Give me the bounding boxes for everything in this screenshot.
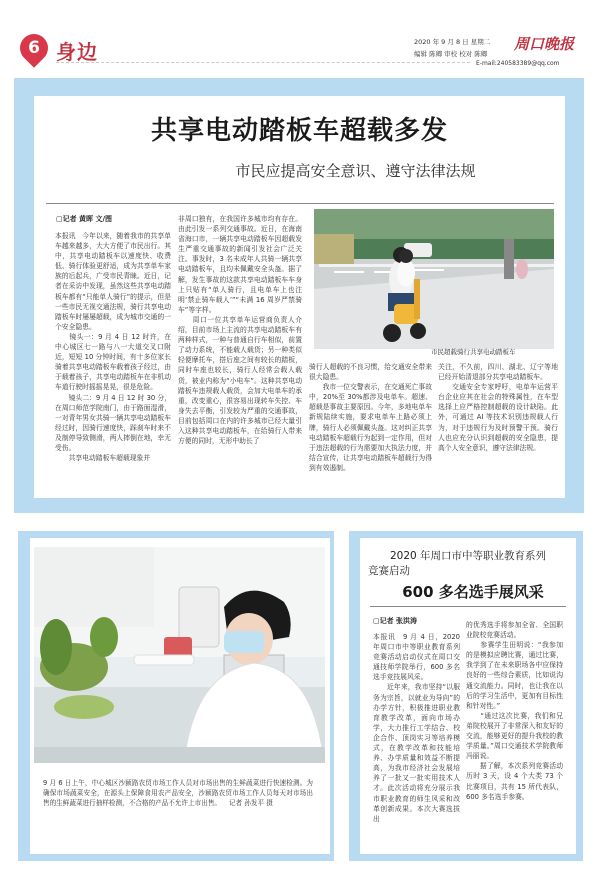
article3-byline: ▢记者 张洪涛 [373,617,418,625]
brand-logo: 周口晚报 [514,35,575,53]
header-date: 2020 年 9 月 8 日 星期二 [414,38,491,46]
article1-column-1: 本报讯 今年以来，随着我市的共享单车越来越多，大大方便了市民出行。其中，共享电动踏板车以速度快、收费低、骑行体验更舒适，成为共享单车家族的后起兵，广受市民青睐。近日，记者在采访中发现，虽然这些共享电动踏板车都有“只能单人骑行”的提示，但是一些市民无视交通法规，骑行共享电动踏板车时屡屡超载，成为城市交通的一个安全隐患。 镜头一：9 月 4 日 12 时许，在中心城区七一路与八一大道交叉口附近，短短 10 分钟时间，有十多位家长骑着共享电动踏板车载着孩子经过，由于载着孩子，共享电动踏板车在非机动车道行驶时摇摇晃晃，很是危险。 镜头二：9 月 4 日 12 时 30 分，在周口师范学院南门，由于路面湿滑，一对青年男女共骑一辆共享电动踏板车经过时，因骑行速度快，踩刹车时来不及制停导致侧滑，两人摔倒在地，幸无受伤。 共享电动踏板车超载现象并 [55,232,171,463]
article3-divider [370,606,566,607]
photo2-caption [43,778,313,808]
header-editors: 编辑 陈卿 审校 校对 陈卿 [414,50,488,58]
article3-column-2: 的优秀选手将参加全省、全国职业院校竞赛活动。 参赛学生田明说：“我参加的是模拟应聘比赛，通过比赛，我学到了在未来职场各中应保持良好的一些综合素质，比如说沟通交流能力。同时，也让我在以后的学习生活中，更加有目标性和针对性。” “通过这次比赛，我们和兄弟院校展开了非常深入和友好的交流，能够更好的提升我校的教学质量。”周口交通技术学院教师冯丽说。 据了解，本次系列竞赛活动历时 3 天，设 4 个大类 73 个比赛项目，共有 15 所代表队，600 多名选手参赛。 [466,621,563,801]
article1-subheadline: 市民应提高安全意识、遵守法律法规 [235,162,476,180]
article1-photo [314,209,554,349]
article1-column-2: 非周口独有，在我国许多城市均有存在。由此引发一系列交通事故。近日，在海南省海口市，一辆共享电动踏板车因超载发生严重交通事故的新闻引发社会广泛关注。事发时，3 名未成年人共骑一辆共享电动踏板车，且均未佩戴安全头盔。据了解，发生事故的这款共享电动踏板车车身上只贴有“单人骑行，且电单车上也注明‘禁止骑车载人’”“未满 16 周岁严禁骑车”等字样。 周口一位共享单车运营商负责人介绍，目前市场上主流的共享电动踏板车有两种样式，一种与普通自行车相似，前置了动力系统，不能载人载货；另一种类似轻便摩托车，搭后座之间有较长的踏板，同时车座也较长，骑行人经常会载人载货，被业内称为“小电车”。这种共享电动踏板车违规载人载货，会加大电单车的承重，改变重心，很容易出现转车失控、车身失去平衡，引发较为严重的交通事故，目前包括周口在内的许多城市已经大量引入这种共享电动踏板车，在给骑行人带来方便的同时，无形中助长了 [178,215,302,446]
article1-headline: 共享电动踏板车超载多发 [150,116,448,146]
article1-divider [46,203,554,204]
article3-title-line2: 竞赛启动 [368,565,410,577]
article3-column-1: 本报讯 9 月 4 日，2020 年周口市中等职业教育系列竞赛活动启动仪式在周口交通技师学院举行，600 多名选手竞技展风采。 近年来，我市坚持“以服务为宗旨，以就业为导向”的办学方针，积极推进职业教育教学改革，面向市场办学，大力推行工学结合、校企合作、顶岗实习等培养模式，在教学改革和技能培养、办学质量和效益不断提高，为我市经济社会发展培养了一批又一批实用技术人才。此次活动将充分展示我市职业教育的师生风采和改革创新成果。本次大赛选拔出 [373,633,460,823]
article1-photo-caption: 市民超载骑行共享电动踏板车 [431,348,516,356]
header-email: E-mail:240583389@qq.com [476,60,560,67]
article1-byline: ▢记者 黄晖 文/图 [56,215,113,223]
photo2-credit: 记者 孙发平 摄 [229,799,273,807]
page-number: 6 [28,38,40,58]
photo2-image [34,547,325,763]
section-title: 身边 [56,40,98,64]
article3-headline: 600 多名选手展风采 [402,583,544,601]
article3-title-line1: 2020 年周口市中等职业教育系列 [389,550,547,562]
article1-column-3: 骑行人超载的不良习惯，给交通安全带来很大隐患。 我市一位交警表示，在交通死亡事故中，20%至 30%都涉及电单车。超速、超载是事故主要原因。今年，多地电单车新规陆续实施，要求电单车上路必须上牌，骑行人必须佩戴头盔。这对纠正共享电动踏板车超载行为起到一定作用，但对于违法超载的行为需要加大执法力度，并结合宣传，让共享电动踏板车超载行为得到有效遏制。 [309,363,432,472]
header-divider [56,62,470,63]
article1-column-4: 关注，不久前，四川、湖北、辽宁等地已经开始清退部分共享电动踏板车。 交通安全专家呼吁，电单车运营平台企业应其在社会的特殊属性，在车型选择上应严格控制超载的设计缺陷。此外，可通过 AI 等技术识别违规载人行为，对于违规行为及时预警干预。骑行人也应充分认识到超载的安全隐患，提高个人安全意识，遵守法律法规。 [438,363,558,452]
photo2-caption-text: 9 月 6 日上午，中心城区沙颍路农贸市场工作人员对市场出售的生鲜蔬菜进行快速检测。为确保市场蔬菜安全，在源头上保障食用农产品安全，沙颍路农贸市场工作人员每天对市场出售的生鲜蔬菜进行抽样检测，不合格的产品不允许上市出售。 [43,779,313,807]
